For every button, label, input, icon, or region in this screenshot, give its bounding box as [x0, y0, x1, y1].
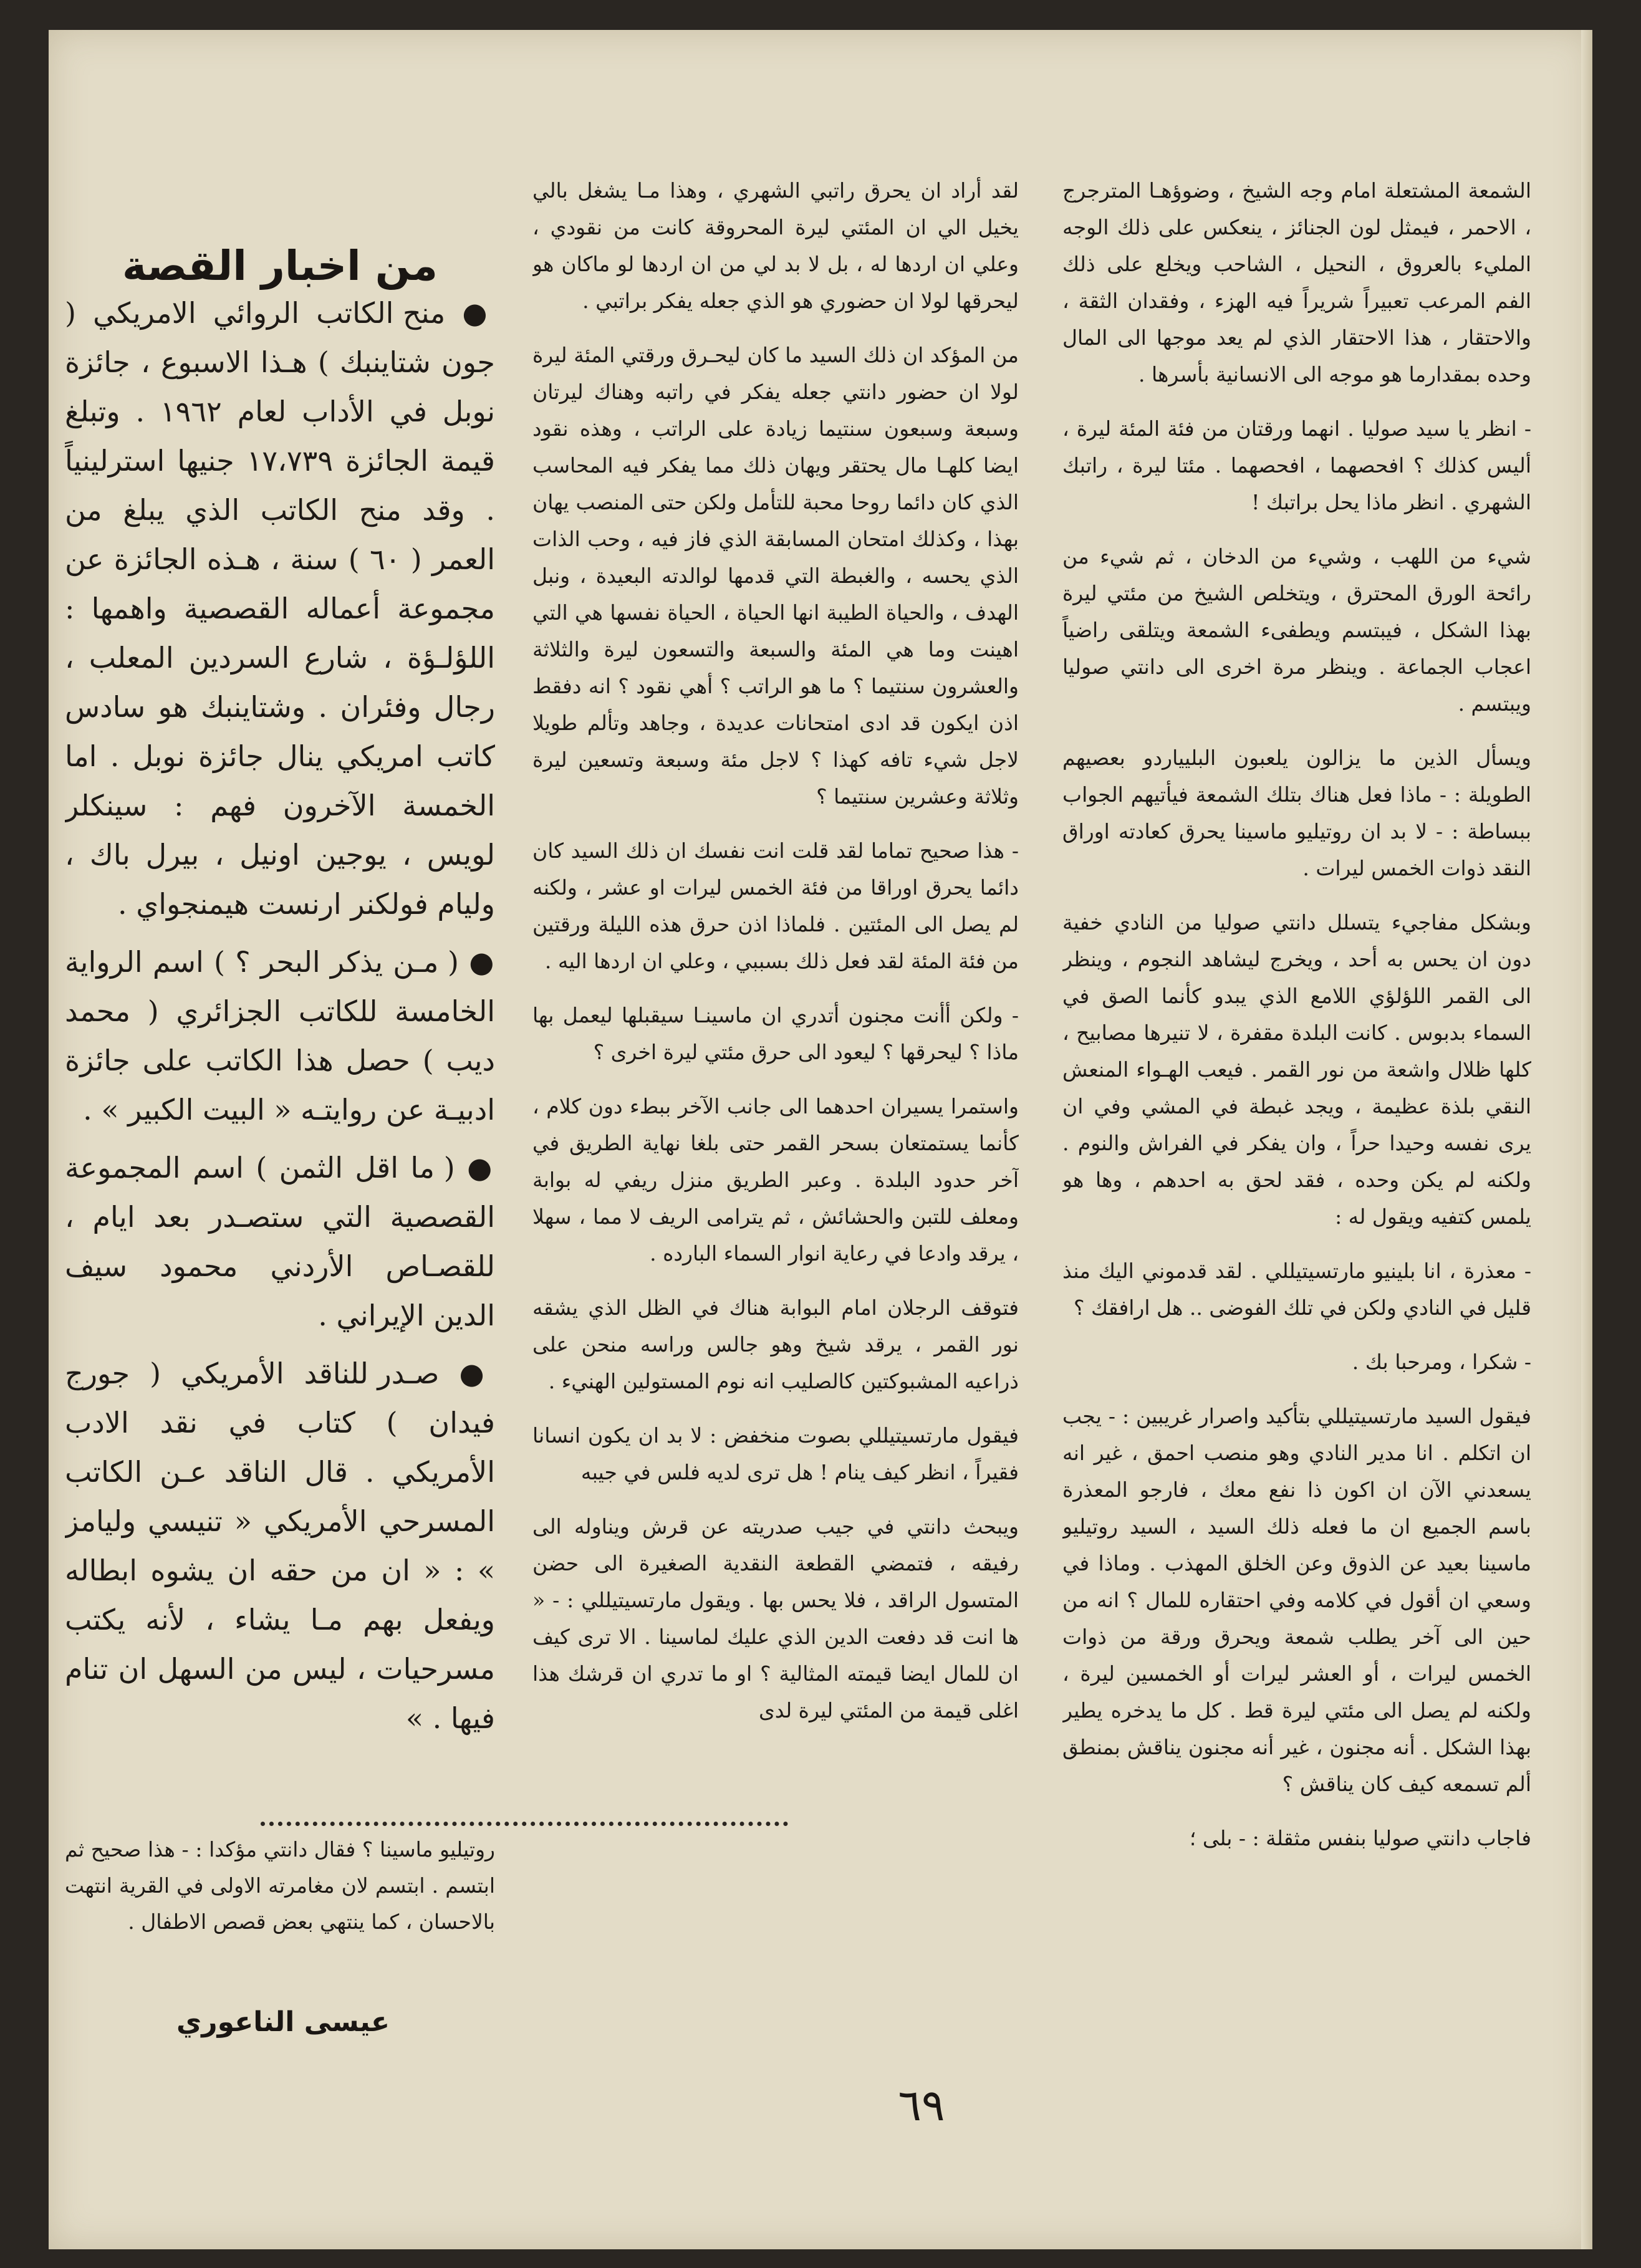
paragraph: - هذا صحيح تماما لقد قلت انت نفسك ان ذلك السيد كان دائما يحرق اوراقا من فئة الخمس ليرات او عشر ، ولكنه لم يصل الى المئتين . فلماذا اذن حرق هذه الليلة ورقتين من فئة المئة لقد فعل ذلك بسببي ، وعلي ان اردها اليه . — [532, 838, 1019, 973]
news-column — [65, 229, 495, 1838]
paragraph: فيقول مارتسيتيللي بصوت منخفض : لا بد ان يكون انسانا فقيراً ، انظر كيف ينام ! هل ترى لديه فلس في جيبه — [532, 1423, 1019, 1484]
paragraph: - انظر يا سيد صوليا . انهما ورقتان من فئة المئة ليرة ، أليس كذلك ؟ افحصهما ، افحصهما . مئتا ليرة ، راتبك الشهري . انظر ماذا يحل براتبك ! — [1062, 416, 1531, 514]
bullet-icon: ● — [459, 1357, 495, 1390]
paragraph: وبشكل مفاجيء يتسلل دانتي صوليا من النادي خفية دون ان يحس به أحد ، ويخرج ليشاهد النجوم ، وينظر الى القمر اللؤلؤي اللامع الذي يبدو كأنما الصق في السماء بدبوس . كانت البلدة مقفرة ، لا تنيرها مصابيح ، كلها ظلال واشعة من نور القمر . فيعب الهـواء المنعش النقي بلذة عظيمة ، ويجد غبطة في المشي وفي ان يرى نفسه وحيدا حراً ، وان يفكر في الفراش والنوم . ولكنه لم يكن وحده ، فقد لحق به احدهم ، وها هو يلمس كتفيه ويقول له : — [1062, 910, 1531, 1229]
paragraph: من المؤكد ان ذلك السيد ما كان ليحـرق ورقتي المئة ليرة لولا ان حضور دانتي جعله يفكر في راتبه وهناك ليرتان وسبعة وسبعون سنتيما زيادة على الراتب ، وهذه نقود ايضا كلهـا مال يحتقر ويهان ذلك مما يفكر فيه المحاسب الذي كان دائما روحا محبة للتأمل ولكن حتى المنصب يهان بهذا ، وكذلك امتحان المسابقة الذي فاز فيه ، وحب الذات الذي يحسه ، والغبطة التي قدمها لوالدته البعيدة ، ونبل الهدف ، والحياة الطيبة انها الحياة ، الحياة نفسها هي التي اهينت وما هي المئة والسبعة والتسعون ليرة والثلاثة والعشرون سنتيما ؟ ما هو الراتب ؟ أهي نقود ؟ انه دفقط اذن ايكون قد ادى امتحانات عديدة ، وجاهد وتألم طويلا لاجل شيء تافه كهذا ؟ لاجل مئة وسبعة وتسعين ليرة وثلاثة وعشرين سنتيما ؟ — [532, 343, 1019, 809]
news-item-text: صـدر للناقد الأمريكي ( جورج فيدان ) كتاب في نقد الادب الأمريكي . قال الناقد عـن الكاتب المسرحي الأمريكي « تنيسي وليامز » : « ان من حقه ان يشوه ابطاله ويفعل بهم مـا يشاء ، لأنه يكتب مسرحيات ، ليس من السهل ان تنام فيها . » — [65, 1357, 495, 1735]
paragraph: - شكرا ، ومرحبا بك . — [1352, 1350, 1531, 1374]
news-item — [65, 289, 495, 929]
paragraph: ويسأل الذين ما يزالون يلعبون البليياردو بعصيهم الطويلة : - ماذا فعل هناك بتلك الشمعة فيأتيهم الجواب ببساطة : - لا بد ان روتيليو ماسينا يحرق كعادته اوراق النقد ذوات الخمس ليرات . — [1062, 746, 1531, 880]
paragraph: شيء من اللهب ، وشيء من الدخان ، ثم شيء من رائحة الورق المحترق ، ويتخلص الشيخ من مئتي ليرة بهذا الشكل ، فيبتسم ويطفىء الشمعة ويتلقى راضياً اعجاب الجماعة . وينظر مرة اخرى الى دانتي صوليا ويبتسم . — [1062, 544, 1531, 716]
author-name: عيسى الناعوري — [176, 2006, 390, 2038]
paragraph: فيقول السيد مارتسيتيللي بتأكيد واصرار غريبين : - يجب ان اتكلم . انا مدير النادي وهو منصب احمق ، غير انه يسعدني الآن ان اكون ذا نفع معك ، فارجو المعذرة باسم الجميع ان ما فعله ذلك السيد ، السيد روتيليو ماسينا بعيد عن الذوق وعن الخلق المهذب . وماذا في وسعي ان أقول في كلامه وفي احتقاره للمال ؟ انه من حين الى آخر يطلب شمعة ويحرق ورقة من ذوات الخمس ليرات ، أو العشر ليرات أو الخمسين ليرة ، ولكنه لم يصل الى مئتي ليرة قط . كل ما يدخره يطير بهذا الشكل . أنه مجنون ، غير أنه مجنون يناقش بمنطق ألم تسمعه كيف كان يناقش ؟ — [1062, 1404, 1531, 1796]
news-item-text: ( ما اقل الثمن ) اسم المجموعة القصصية التي ستصـدر بعد ايام ، للقصـاص الأردني محمود سيف الدين الإيراني . — [65, 1151, 495, 1332]
news-item-text: ( مـن يذكر البحر ؟ ) اسم الرواية الخامسة للكاتب الجزائري ( محمد ديب ) حصل هذا الكاتب على جائزة ادبيـة عن روايتـه « البيت الكبير » . — [65, 945, 495, 1127]
story-column-right — [1062, 172, 1531, 2105]
page-edge — [1581, 30, 1592, 2249]
paragraph: - ولكن أأنت مجنون أتدري ان ماسينـا سيقبلها ليعمل بها ماذا ؟ ليحرقها ؟ ليعود الى حرق مئتي ليرة اخرى ؟ — [532, 1003, 1019, 1064]
story-continuation — [65, 1832, 495, 1994]
story-column-middle — [532, 172, 1019, 2042]
dotted-divider — [261, 1822, 788, 1826]
news-item-text: منح الكاتب الروائي الامريكي ( جون شتاينبك ) هـذا الاسبوع ، جائزة نوبل في الأداب لعام ١٩٦٢ . وتبلغ قيمة الجائزة ١٧،٧٣٩ جنيها استرلينياً . وقد منح الكاتب الذي يبلغ من العمر ( ٦٠ ) سنة ، هـذه الجائزة عن مجموعة أعماله القصصية واهمها : اللؤلـؤة ، شارع السردين المعلب ، رجال وفئران . وشتاينبك هو سادس كاتب امريكي ينال جائزة نوبل . اما الخمسة الآخرون فهم : سينكلر لويس ، يوجين اونيل ، بيرل باك ، وليام فولكنر ارنست هيمنجواي . — [65, 296, 495, 921]
news-item — [65, 1349, 495, 1743]
news-item — [65, 1143, 495, 1340]
section-title: من اخبار القصة — [122, 242, 438, 290]
paragraph: الشمعة المشتعلة امام وجه الشيخ ، وضوؤهـا المترجرج ، الاحمر ، فيمثل لون الجنائز ، ينعكس على ذلك الوجه المليء بالعروق ، النحيل ، الشاحب ويخلع على ذلك الفم المرعب تعبيراً شريراً فيه الهزء ، وفقدان الثقة ، والاحتقار ، هذا الاحتقار الذي لم يعد موجها الى المال وحده بمقدارما هو موجه الى الانسانية بأسرها . — [1062, 178, 1531, 387]
paragraph: لقد أراد ان يحرق راتبي الشهري ، وهذا مـا يشغل بالي يخيل الي ان المئتي ليرة المحروقة كانت من نقودي ، وعلي ان اردها له ، بل لا بد لي من ان اردها لو ماكان هو ليحرقها لولا ان حضوري هو الذي جعله يفكر براتبي . — [532, 178, 1019, 313]
page-number: ٦٩ — [898, 2080, 945, 2131]
bullet-icon: ● — [469, 945, 495, 979]
bullet-icon: ● — [467, 1151, 495, 1184]
paragraph: واستمرا يسيران احدهما الى جانب الآخر ببطء دون كلام ، كأنما يستمتعان بسحر القمر حتى بلغا نهاية الطريق في آخر حدود البلدة . وعبر الطريق منزل ريفي له بوابة ومعلف للتبن والحشائش ، ثم يترامى الريف لا مما ، سهلا ، يرقد وادعا في رعاية انوار السماء البارده . — [532, 1094, 1019, 1266]
news-item — [65, 938, 495, 1135]
bullet-icon: ● — [462, 296, 495, 330]
paragraph: ويبحث دانتي في جيب صدريته عن قرش ويناوله الى رفيقه ، فتمضي القطعة النقدية الصغيرة الى حضن المتسول الراقد ، فلا يحس بها . ويقول مارتسيتيللي : - « ها انت قد دفعت الدين الذي عليك لماسينا . الا ترى كيف ان للمال ايضا قيمته المثالية ؟ او ما تدري ان قرشك هذا اغلى قيمة من المئتي ليرة لدى — [532, 1514, 1019, 1723]
paragraph: فاجاب دانتي صوليا بنفس مثقلة : - بلى ؛ — [1189, 1826, 1531, 1850]
paragraph: روتيليو ماسينا ؟ فقال دانتي مؤكدا : - هذا صحيح ثم ابتسم . ابتسم لان مغامرته الاولى في القرية انتهت بالاحسان ، كما ينتهي بعض قصص الاطفال . — [65, 1837, 495, 1934]
paragraph: فتوقف الرجلان امام البوابة هناك في الظل الذي يشقه نور القمر ، يرقد شيخ وهو جالس وراسه منحن على ذراعيه المشبوكتين كالصليب انه نوم المستولين الهنيء . — [532, 1295, 1019, 1393]
paragraph: - معذرة ، انا بلينيو مارتسيتيللي . لقد قدموني اليك منذ قليل في النادي ولكن في تلك الفوضى .. هل ارافقك ؟ — [1062, 1259, 1531, 1320]
magazine-page — [49, 30, 1592, 2249]
news-items — [65, 289, 495, 1743]
